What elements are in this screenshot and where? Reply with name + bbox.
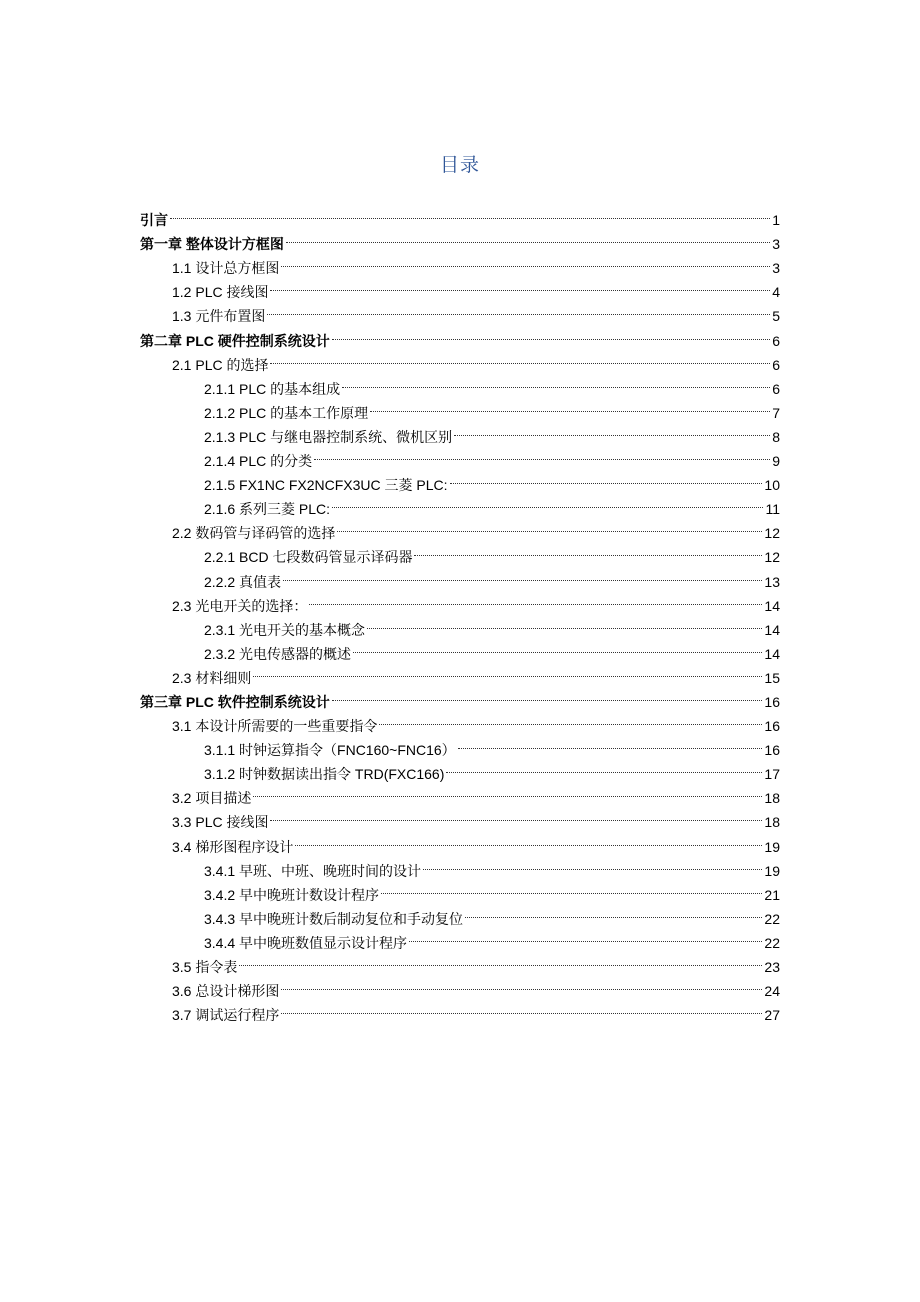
toc-entry-label: 2.3.1 光电开关的基本概念	[204, 621, 366, 638]
toc-entry-page-number: 6	[772, 356, 780, 373]
toc-entry-label: 3.5 指令表	[172, 959, 238, 975]
toc-entry-page-number: 11	[765, 501, 780, 518]
toc-dot-leader	[370, 394, 770, 418]
toc-dot-leader	[281, 249, 770, 273]
toc-entry[interactable]	[140, 225, 780, 253]
toc-dot-leader	[414, 538, 762, 562]
toc-dot-leader	[309, 587, 762, 611]
toc-entry-page-number: 17	[764, 766, 780, 783]
toc-dot-leader	[267, 297, 770, 321]
toc-dot-leader	[332, 321, 770, 345]
toc-entry-label: 1.2 PLC 接线图	[172, 284, 269, 301]
toc-entry-page-number: 15	[764, 669, 780, 686]
toc-entry-page-number: 14	[764, 621, 780, 638]
toc-entry-page-number: 22	[764, 934, 780, 951]
toc-dot-leader	[170, 201, 770, 225]
toc-entry-page-number: 9	[772, 453, 780, 470]
toc-dot-leader	[283, 562, 762, 586]
toc-entry-label: 3.1.1 时钟运算指令（FNC160~FNC16）	[204, 742, 456, 759]
toc-dot-leader	[295, 827, 762, 851]
toc-entry-label: 3.3 PLC 接线图	[172, 814, 269, 831]
toc-entry-page-number: 16	[764, 718, 780, 735]
toc-dot-leader	[314, 442, 770, 466]
toc-title: 目录	[439, 154, 480, 176]
toc-entry-label: 第三章 PLC 软件控制系统设计	[140, 693, 330, 710]
toc-dot-leader	[423, 852, 762, 876]
toc-entry-label: 1.1 设计总方框图	[172, 260, 280, 277]
toc-entry-label: 2.1.2 PLC 的基本工作原理	[204, 404, 369, 421]
toc-entry-page-number: 10	[764, 477, 780, 494]
toc-entry-page-number: 16	[764, 742, 780, 759]
toc-entry-label: 3.6 总设计梯形图	[172, 983, 280, 1000]
toc-entry-page-number: 3	[772, 260, 780, 277]
toc-entry-page-number: 18	[764, 790, 780, 807]
toc-entry-page-number: 7	[772, 404, 780, 421]
toc-entry-page-number: 24	[764, 983, 780, 1000]
toc-dot-leader	[281, 972, 762, 996]
toc-entry-label: 3.4.2 早中晚班计数设计程序	[204, 886, 380, 903]
toc-entry-label: 第二章 PLC 硬件控制系统设计	[140, 332, 330, 349]
toc-dot-leader	[270, 803, 762, 827]
toc-entry-label: 3.1.2 时钟数据读出指令 TRD(FXC166)	[204, 766, 445, 783]
toc-dot-leader	[379, 707, 762, 731]
toc-entry-page-number: 12	[764, 525, 780, 542]
toc-dot-leader	[286, 225, 770, 249]
toc-entry-page-number: 19	[764, 862, 780, 879]
toc-dot-leader	[281, 996, 762, 1020]
toc-dot-leader	[332, 683, 763, 707]
toc-dot-leader	[450, 466, 763, 490]
toc-entry-label: 3.1 本设计所需要的一些重要指令	[172, 718, 378, 735]
toc-dot-leader	[270, 346, 770, 370]
toc-entry-label: 2.3 材料细则	[172, 669, 252, 686]
toc-dot-leader	[446, 755, 762, 779]
toc-entry-label: 2.1.5 FX1NC FX2NCFX3UC 三菱 PLC:	[204, 477, 448, 494]
toc-dot-leader	[381, 876, 762, 900]
toc-entry-page-number: 14	[764, 597, 780, 614]
toc-dot-leader	[409, 924, 762, 948]
toc-dot-leader	[342, 370, 770, 394]
toc-entry-label: 3.4.1 早班、中班、晚班时间的设计	[204, 862, 422, 879]
toc-entry-label: 3.2 项目描述	[172, 790, 252, 807]
toc-entry-page-number: 13	[764, 573, 780, 590]
toc-entry-page-number: 23	[764, 959, 780, 975]
toc-dot-leader	[253, 779, 762, 803]
toc-entry-label: 2.3.2 光电传感器的概述	[204, 645, 352, 662]
toc-entry-label: 引言	[140, 212, 168, 229]
toc-entry-label: 2.2 数码管与译码管的选择	[172, 525, 336, 542]
toc-entry-page-number: 3	[772, 236, 780, 253]
toc-entry-page-number: 6	[772, 332, 780, 349]
toc-entry-page-number: 4	[772, 284, 780, 301]
toc-entry-label: 2.2.2 真值表	[204, 573, 282, 590]
toc-entry-label: 第一章 整体设计方框图	[140, 236, 284, 253]
toc-entry-page-number: 5	[772, 308, 780, 325]
toc-entry-page-number: 16	[764, 693, 780, 710]
toc-entry-page-number: 12	[764, 549, 780, 566]
toc-dot-leader	[353, 635, 762, 659]
toc-dot-leader	[458, 731, 763, 755]
toc-entry-label: 2.1.4 PLC 的分类	[204, 453, 313, 470]
toc-list	[140, 201, 780, 1024]
toc-entry[interactable]	[140, 201, 780, 229]
toc-dot-leader	[337, 514, 762, 538]
toc-dot-leader	[239, 948, 762, 972]
toc-entry-page-number: 18	[764, 814, 780, 831]
toc-entry-label: 2.2.1 BCD 七段数码管显示译码器	[204, 549, 413, 566]
toc-entry-page-number: 27	[764, 1007, 780, 1024]
toc-entry-label: 2.1.6 系列三菱 PLC:	[204, 501, 331, 518]
toc-dot-leader	[270, 273, 770, 297]
toc-entry-page-number: 1	[772, 212, 780, 229]
toc-entry-page-number: 6	[772, 380, 780, 397]
toc-entry-label: 3.7 调试运行程序	[172, 1007, 280, 1024]
toc-entry-label: 3.4 梯形图程序设计	[172, 838, 294, 855]
toc-entry-label: 1.3 元件布置图	[172, 308, 266, 325]
toc-entry-label: 3.4.4 早中晚班数值显示设计程序	[204, 934, 408, 951]
toc-entry-label: 3.4.3 早中晚班计数后制动复位和手动复位	[204, 910, 464, 927]
toc-dot-leader	[367, 611, 762, 635]
toc-entry-label: 2.1 PLC 的选择	[172, 356, 269, 373]
toc-dot-leader	[465, 900, 762, 924]
toc-entry-page-number: 14	[764, 645, 780, 662]
toc-dot-leader	[253, 659, 762, 683]
toc-entry-label: 2.1.3 PLC 与继电器控制系统、微机区别	[204, 428, 453, 445]
toc-entry-page-number: 21	[764, 886, 780, 903]
toc-dot-leader	[454, 418, 770, 442]
toc-dot-leader	[332, 490, 763, 514]
toc-entry-page-number: 19	[764, 838, 780, 855]
toc-entry-label: 2.1.1 PLC 的基本组成	[204, 380, 341, 397]
toc-entry-page-number: 8	[772, 428, 780, 445]
toc-entry-label: 2.3 光电开关的选择：	[172, 597, 308, 614]
toc-entry-page-number: 22	[764, 910, 780, 927]
